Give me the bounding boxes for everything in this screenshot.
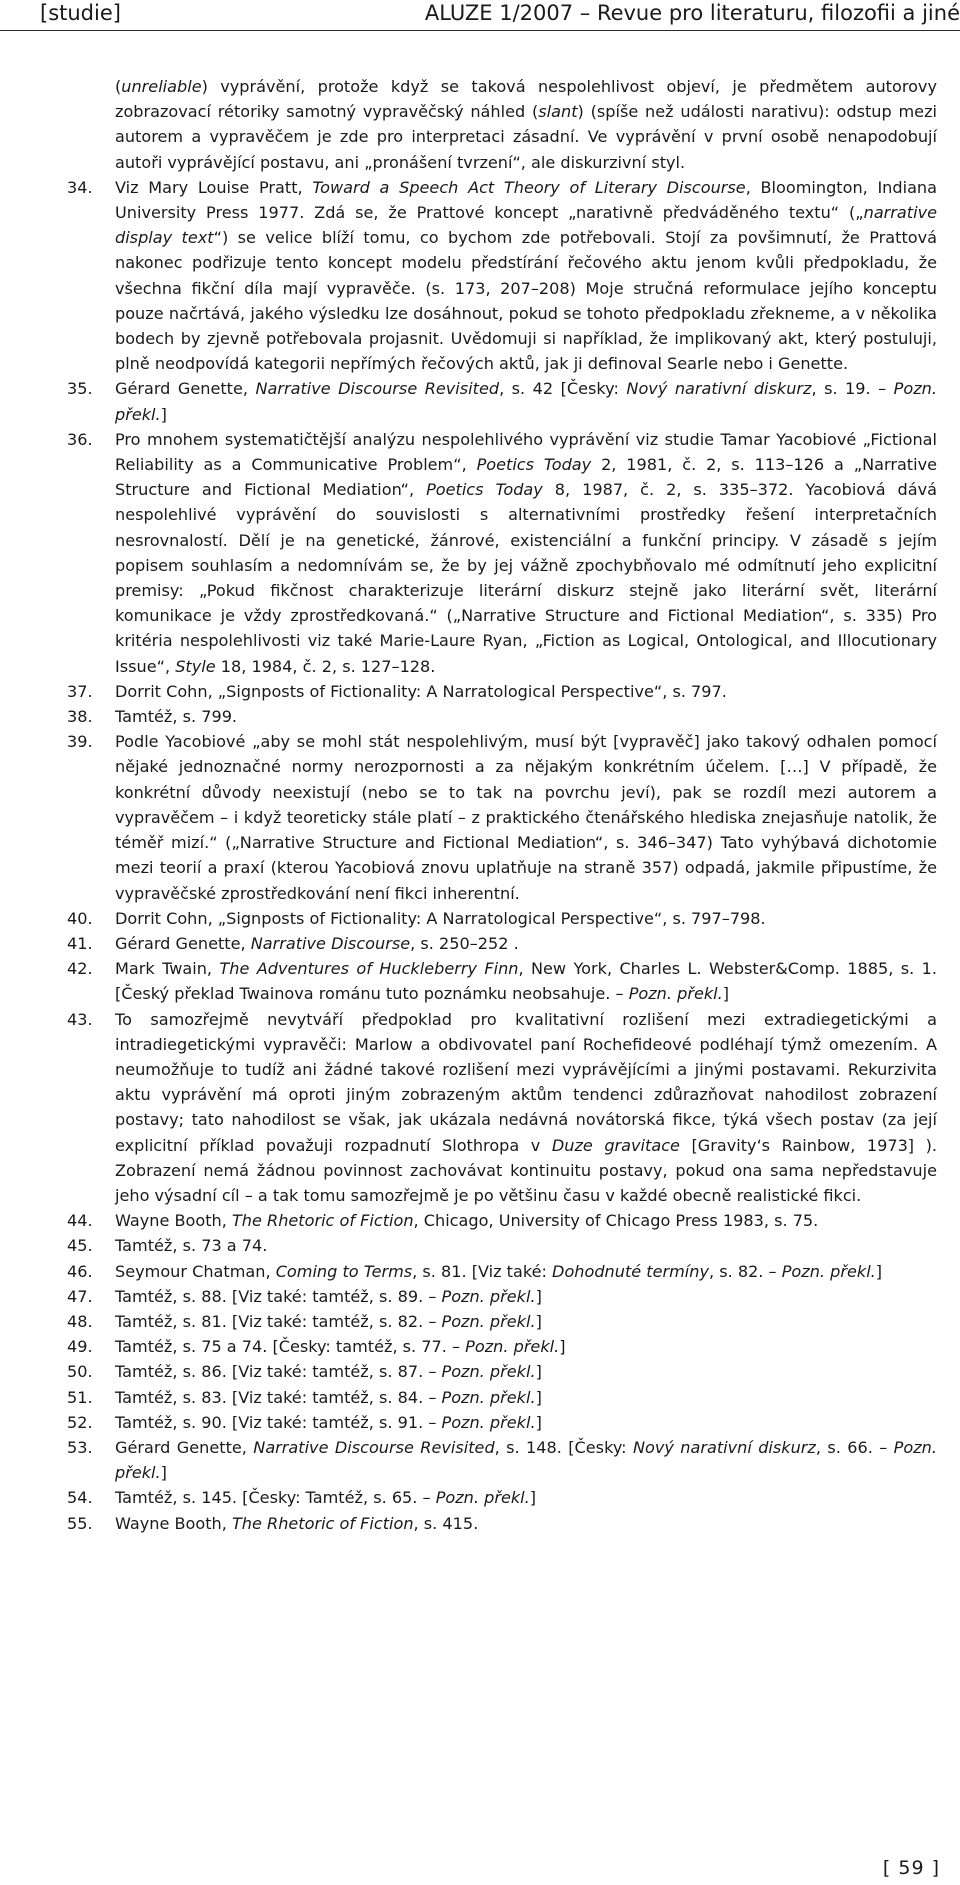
note-text: , s. 148. [Česky: xyxy=(494,1437,633,1457)
footnote xyxy=(67,906,937,931)
footnote xyxy=(67,1334,937,1359)
note-text: Tamtéž, s. 88. [Viz také: tamtéž, s. 89. – xyxy=(115,1286,442,1306)
note-text: , s. 250–252 . xyxy=(410,933,519,953)
italic-title: Coming to Terms xyxy=(275,1261,413,1281)
footnote-number: 46. xyxy=(67,1261,93,1281)
note-text: ] xyxy=(535,1362,542,1382)
italic-title: Style xyxy=(175,656,216,676)
italic-title: Narrative Discourse xyxy=(250,933,411,953)
note-text: 2, 1981, č. 2, s. 113–126 a „Narrative Structure and Fictional Mediation“, xyxy=(115,455,938,500)
page-number: [ 59 ] xyxy=(882,1857,940,1879)
note-text: Seymour Chatman, xyxy=(115,1261,276,1281)
note-text: Tamtéž, s. 73 a 74. xyxy=(115,1236,268,1256)
footnote-number: 41. xyxy=(67,933,93,953)
italic-title: Poetics Today xyxy=(426,480,543,500)
footnote xyxy=(67,956,937,1006)
note-text: , s. 19. – xyxy=(811,379,894,399)
italic-title: Toward a Speech Act Theory of Literary Discourse xyxy=(312,177,746,197)
italic-title: unreliable xyxy=(121,77,202,96)
footnotes-block xyxy=(67,74,938,1536)
footnote-number: 36. xyxy=(67,429,93,449)
footnote xyxy=(67,1359,937,1384)
footnote-number: 43. xyxy=(67,1009,93,1029)
footnote xyxy=(67,1233,937,1258)
note-text: Tamtéž, s. 75 a 74. [Česky: tamtéž, s. 77. – xyxy=(115,1337,466,1357)
italic-title: Pozn. překl. xyxy=(465,1337,560,1357)
italic-title: Poetics Today xyxy=(476,455,592,475)
italic-title: Pozn. překl. xyxy=(441,1311,536,1331)
note-text: Tamtéž, s. 799. xyxy=(115,707,238,727)
footnote xyxy=(67,679,937,704)
note-text: Viz Mary Louise Pratt, xyxy=(115,177,313,197)
note-text: , New York, Charles L. Webster&Comp. 1885, s. 1. [Český překlad Twainova románu tuto poznámku neobsahuje. – xyxy=(115,959,937,1004)
italic-title: Pozn. překl. xyxy=(441,1387,536,1407)
footnote xyxy=(67,1385,937,1410)
footnote xyxy=(67,729,937,905)
footnote-number: 40. xyxy=(67,908,93,928)
note-text: Tamtéž, s. 90. [Viz také: tamtéž, s. 91. – xyxy=(115,1412,442,1432)
footnote xyxy=(67,1511,937,1536)
footnote xyxy=(67,427,938,679)
note-text: ( xyxy=(115,77,122,96)
note-text: ] xyxy=(535,1412,542,1432)
note-text: , Bloomington, Indiana University Press 1977. Zdá se, že Prattové koncept „narativně předváděného textu“ („ xyxy=(115,177,937,223)
footnote-number: 35. xyxy=(67,379,93,399)
footnote-number: 44. xyxy=(67,1211,93,1231)
italic-title: Pozn. překl. xyxy=(441,1286,536,1306)
note-text: Mark Twain, xyxy=(115,959,220,979)
italic-title: Narrative Discourse Revisited xyxy=(255,379,500,399)
note-text: 18, 1984, č. 2, s. 127–128. xyxy=(215,656,436,676)
note-text: Dorrit Cohn, „Signposts of Fictionality: A Narratological Perspective“, s. 797. xyxy=(115,681,727,701)
footnote xyxy=(67,1208,937,1233)
note-text: Wayne Booth, xyxy=(115,1211,232,1231)
running-header xyxy=(0,0,960,31)
italic-title: Pozn. překl. xyxy=(115,379,937,424)
note-text: Podle Yacobiové „aby se mohl stát nespolehlivým, musí být [vypravěč] jako takový odhalen pomocí nějaké jednoznačné normy nerozpornosti a za nějakým konkrétním účelem. […] V případě, že konkrétní důvody neexistují (nebo se to tak na povrchu jeví), pak se rozdíl mezi autorem a vypravěčem – i když teoreticky stále platí – z praktického čtenářského hlediska znejasňuje natolik, že téměř mizí.“ („Narrative Structure and Fictional Mediation“, s. 346–347) Tato vyhýbavá dichotomie mezi teorií a praxí (kterou Yacobiová znovu uplatňuje na straně 357) odpadá, jakmile připustíme, že vypravěčské zprostředkování není fikci inherentní. xyxy=(115,732,937,903)
note-text: Gérard Genette, xyxy=(115,933,251,953)
footnote-number: 37. xyxy=(67,681,93,701)
italic-title: narrative display text xyxy=(115,203,937,248)
note-text: ] xyxy=(160,1463,167,1483)
note-text: Gérard Genette, xyxy=(115,1437,254,1457)
italic-title: slant xyxy=(538,102,578,122)
footnote xyxy=(67,704,937,729)
italic-title: Nový narativní diskurz xyxy=(632,1437,816,1457)
note-text: [Gravity‘s Rainbow, 1973] ). Zobrazení nemá žádnou povinnost zachovávat kontinuitu postavy, pokud ona sama nepředstavuje jeho výsadní cíl – a tak tomu samozřejmě je po většinu času v každé obecně realistické fikci. xyxy=(115,1135,938,1205)
note-text: To samozřejmě nevytváří předpoklad pro kvalitativní rozlišení mezi extradiegetickými a intradiegetickými vypravěči: Marlow a obdivovatel paní Rochefideové podléhají týmž omezením. A neumožňuje to tudíž ani žádné takové rozlišení mezi vyprávějícími a jinými postavami. Rekurzivita aktu vyprávění má oproti jiným zobrazeným aktům tendenci zdůrazňovat nahodilost zobrazení postavy; tato nahodilost se však, jak ukázala nedávná novátorská fikce, týká všech postav (za její explicitní příklad považuji rozpadnutí Slothropa v xyxy=(115,1009,937,1155)
note-text: Tamtéž, s. 81. [Viz také: tamtéž, s. 82. – xyxy=(115,1311,442,1331)
footnote-number: 38. xyxy=(67,707,93,727)
italic-title: Pozn. překl. xyxy=(115,1437,937,1483)
footnote-number: 47. xyxy=(67,1286,93,1306)
footnote xyxy=(67,1007,938,1209)
note-text: Gérard Genette, xyxy=(115,379,256,399)
footnote xyxy=(67,1259,937,1284)
italic-title: The Rhetoric of Fiction xyxy=(231,1513,414,1533)
footnote-number: 52. xyxy=(67,1412,93,1432)
footnote-number: 48. xyxy=(67,1311,93,1331)
note-text: ) (spíše než události narativu): odstup mezi autorem a vypravěčem je zde pro interpretaci zásadní. Ve vyprávění v první osobě nenapodobují autoři vyprávějící postavu, ani „pronášení tvrzení“, ale diskurzivní styl. xyxy=(115,102,937,172)
note-text: “) se velice blíží tomu, co bychom zde potřebovali. Stojí za povšimnutí, že Prattová nakonec podřizuje tento koncept modelu předstírání řečového aktu jenom kvůli předpokladu, že všechna fikční díla mají vypravěče. (s. 173, 207–208) Moje stručná reformulace jejího konceptu pouze načrtává, jakého výsledku lze dosáhnout, pokud se tohoto předpokladu zřekneme, a v několika bodech by zjevně potřebovala projasnit. Uvědomuji si například, že implikovaný akt, který postuluji, plně neodpovídá kategorii nepřímých řečových aktů, jak ji definoval Searle nebo i Genette. xyxy=(115,228,937,374)
italic-title: The Adventures of Huckleberry Finn xyxy=(219,959,519,979)
note-text: ] xyxy=(722,984,730,1004)
italic-title: Dohodnuté termíny xyxy=(552,1261,709,1281)
footnote-number: 54. xyxy=(67,1488,93,1508)
section-label: [studie] xyxy=(40,1,121,25)
italic-title: Nový narativní diskurz xyxy=(626,379,812,399)
note-text: , s. 415. xyxy=(413,1513,479,1533)
note-text: ] xyxy=(559,1337,566,1357)
footnote-number: 34. xyxy=(67,177,93,197)
footnote xyxy=(67,1410,937,1435)
footnote-number: 50. xyxy=(67,1362,93,1382)
footnote-number: 39. xyxy=(67,732,93,752)
note-text: 8, 1987, č. 2, s. 335–372. Yacobiová dává nespolehlivé vyprávění do souvislosti s alternativními prostředky řešení interpretačních nesrovnalostí. Dělí je na genetické, žánrové, existenciální a funkční principy. V zásadě s jejím popisem souhlasím a nedomnívám se, že by jej vážně zpochybňovalo mé odmítnutí jeho explicitní premisy: „Pokud fikčnost charakterizuje literární diskurz stejně jako literární svět, literární komunikace je vždy zprostředkovaná.“ („Narrative Structure and Fictional Mediation“, s. 335) Pro kritéria nespolehlivosti viz také Marie-Laure Ryan, „Fiction as Logical, Ontological, and Illocutionary Issue“, xyxy=(115,480,937,676)
continued-note-text xyxy=(115,74,937,175)
footnote xyxy=(67,175,937,377)
note-text: ] xyxy=(529,1488,537,1508)
note-text: , s. 82. – xyxy=(708,1261,782,1281)
footnote-number: 42. xyxy=(67,959,93,979)
footnote xyxy=(67,1435,937,1485)
italic-title: Pozn. překl. xyxy=(441,1412,536,1432)
note-text: ] xyxy=(875,1261,883,1281)
italic-title: The Rhetoric of Fiction xyxy=(231,1211,414,1231)
note-text: ] xyxy=(535,1311,542,1331)
note-text: ] xyxy=(160,404,167,424)
footnote xyxy=(67,376,937,426)
note-text: Dorrit Cohn, „Signposts of Fictionality: A Narratological Perspective“, s. 797–798. xyxy=(115,908,766,928)
italic-title: Narrative Discourse Revisited xyxy=(253,1437,495,1457)
italic-title: Pozn. překl. xyxy=(441,1362,536,1382)
footnote-number: 53. xyxy=(67,1437,93,1457)
journal-title: ALUZE 1/2007 – Revue pro literaturu, filozofii a jiné xyxy=(424,1,960,25)
note-text: Tamtéž, s. 83. [Viz také: tamtéž, s. 84. – xyxy=(115,1387,442,1407)
note-text: , s. 66. – xyxy=(815,1437,894,1457)
italic-title: Pozn. překl. xyxy=(435,1488,530,1508)
note-text: Pro mnohem systematičtější analýzu nespolehlivého vyprávění viz studie Tamar Yacobiové „Fictional Reliability as a Communicative Problem“, xyxy=(115,429,937,475)
footnote xyxy=(67,1485,937,1510)
note-text: , s. 42 [Česky: xyxy=(499,379,627,399)
footnote-number: 51. xyxy=(67,1387,93,1407)
footnote xyxy=(67,931,937,956)
note-text: Wayne Booth, xyxy=(115,1513,232,1533)
note-text: Tamtéž, s. 145. [Česky: Tamtéž, s. 65. – xyxy=(115,1488,436,1508)
note-text: ] xyxy=(535,1387,542,1407)
footnote-number: 45. xyxy=(67,1236,93,1256)
italic-title: Duze gravitace xyxy=(551,1135,680,1155)
note-text: Tamtéž, s. 86. [Viz také: tamtéž, s. 87. – xyxy=(115,1362,442,1382)
footnote xyxy=(67,1284,937,1309)
note-text: ) vyprávění, protože když se taková nespolehlivost objeví, je předmětem autorovy zobrazovací rétoriky samotný vypravěčský náhled ( xyxy=(115,77,937,122)
footnote xyxy=(67,1309,937,1334)
footnote-number: 49. xyxy=(67,1337,93,1357)
italic-title: Pozn. překl. xyxy=(628,984,723,1004)
note-text: ] xyxy=(535,1286,542,1306)
note-text: , Chicago, University of Chicago Press 1983, s. 75. xyxy=(413,1211,819,1231)
footnote-number: 55. xyxy=(67,1513,93,1533)
italic-title: Pozn. překl. xyxy=(781,1261,876,1281)
note-text: , s. 81. [Viz také: xyxy=(412,1261,553,1281)
